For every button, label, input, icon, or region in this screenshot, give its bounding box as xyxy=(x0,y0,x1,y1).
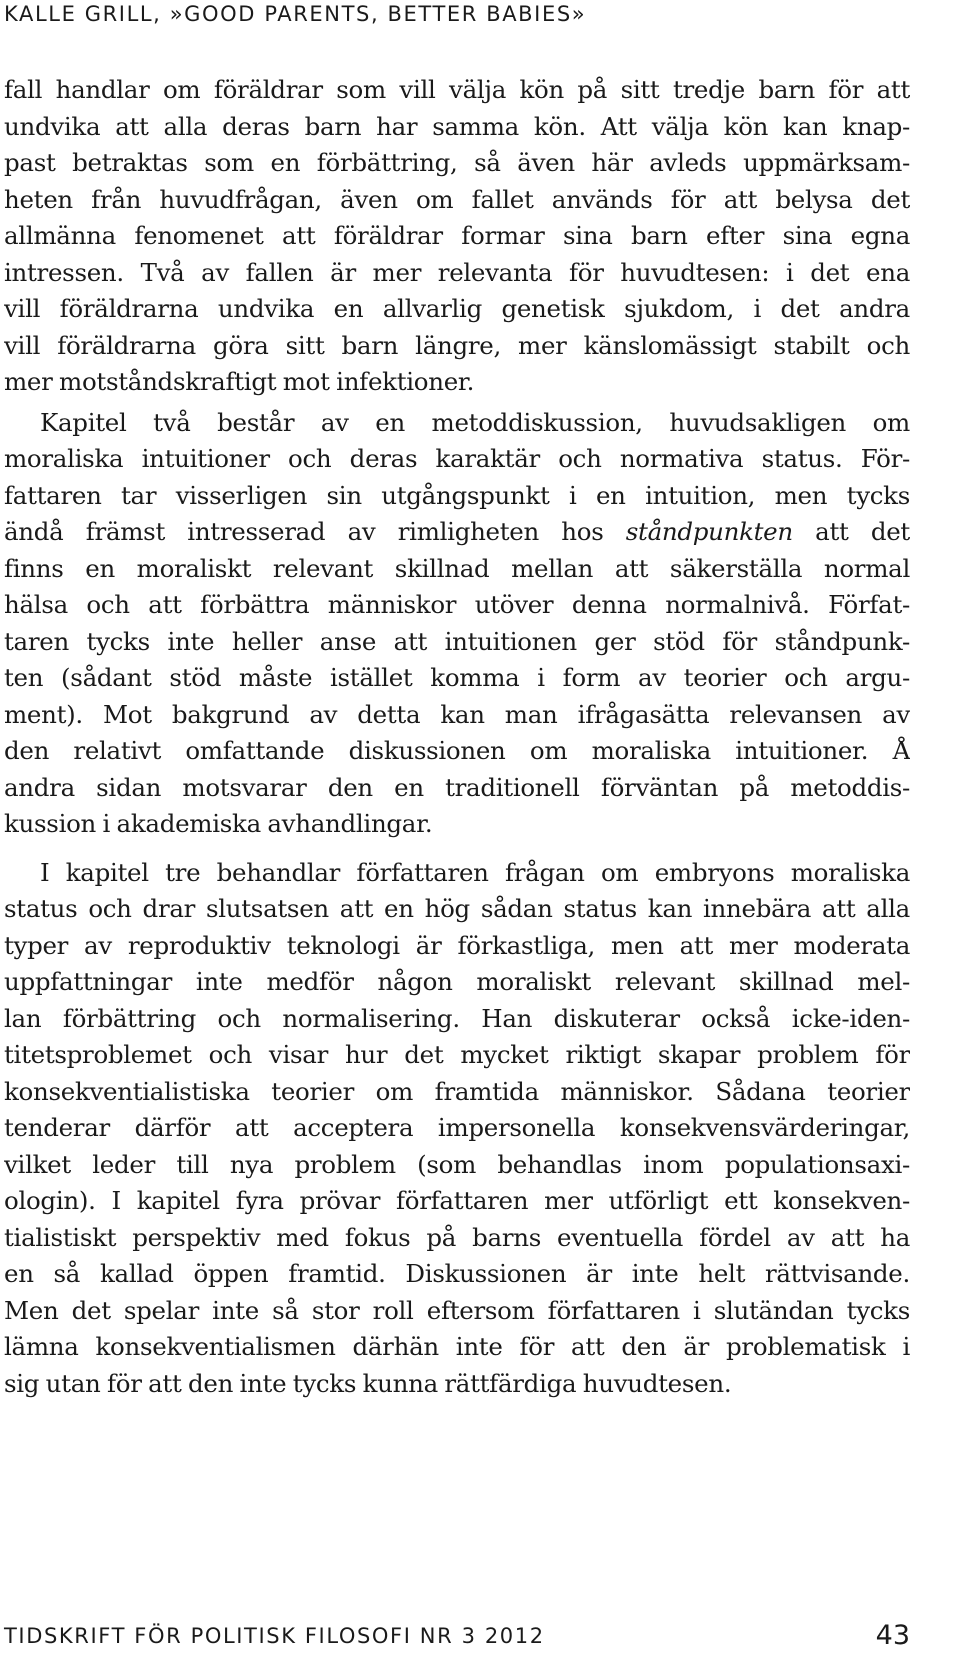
page-number: 43 xyxy=(875,1620,910,1651)
text-line: lan förbättring och normalisering. Han diskuterar också icke-iden- xyxy=(4,1003,910,1033)
running-head: KALLE GRILL, »GOOD PARENTS, BETTER BABIES» xyxy=(4,2,587,26)
text-segment: att det xyxy=(792,517,910,546)
text-line: taren tycks inte heller anse att intuitionen ger stöd för ståndpunk- xyxy=(4,626,910,656)
text-line: moraliska intuitioner och deras karaktär och normativa status. För- xyxy=(4,444,910,473)
text-line: undvika att alla deras barn har samma kön. Att välja kön kan knap- xyxy=(4,111,910,141)
text-line: ment). Mot bakgrund av detta kan man ifrågasätta relevansen av xyxy=(4,699,910,729)
text-line: intressen. Två av fallen är mer relevanta för huvudtesen: i det ena xyxy=(4,257,910,287)
text-line: kussion i akademiska avhandlingar. xyxy=(4,809,433,838)
text-line: sig utan för att den inte tycks kunna rättfärdiga huvudtesen. xyxy=(4,1368,732,1398)
text-line-with-italic xyxy=(4,514,910,551)
text-line: tialistiskt perspektiv med fokus på barns eventuella fördel av att ha xyxy=(4,1222,910,1252)
text-line: status och drar slutsatsen att en hög sådan status kan innebära att alla xyxy=(4,894,910,923)
text-line: vilket leder till nya problem (som behandlas inom populationsaxi- xyxy=(4,1149,910,1179)
text-line: vill föräldrarna göra sitt barn längre, mer känslomässigt stabilt och xyxy=(4,330,910,360)
text-line: finns en moraliskt relevant skillnad mellan att säkerställa normal xyxy=(4,553,910,583)
text-line: vill föräldrarna undvika en allvarlig genetisk sjukdom, i det andra xyxy=(4,294,910,323)
text-line: past betraktas som en förbättring, så även här avleds uppmärksam- xyxy=(4,148,910,177)
text-line: tenderar därför att acceptera impersonella konsekvensvärderingar, xyxy=(4,1113,910,1142)
text-line: fall handlar om föräldrar som vill välja kön på sitt tredje barn för att xyxy=(4,75,910,104)
text-line: den relativt omfattande diskussionen om moraliska intuitioner. Å xyxy=(4,736,910,765)
text-line: en så kallad öppen framtid. Diskussionen är inte helt rättvisande. xyxy=(4,1259,910,1288)
text-line: ten (sådant stöd måste istället komma i form av teorier och argu- xyxy=(4,663,910,692)
text-line: heten från huvudfrågan, även om fallet används för att belysa det xyxy=(4,184,910,214)
page-footer xyxy=(4,1620,910,1652)
text-segment: ändå främst intresserad av rimligheten hos xyxy=(4,517,626,546)
text-line: allmänna fenomenet att föräldrar formar sina barn efter sina egna xyxy=(4,221,910,250)
text-line: I kapitel tre behandlar författaren frågan om embryons moraliska xyxy=(40,857,910,887)
text-line: fattaren tar visserligen sin utgångspunkt i en intuition, men tycks xyxy=(4,480,910,510)
text-line: titetsproblemet och visar hur det mycket riktigt skapar problem för xyxy=(4,1040,910,1069)
text-line: mer motståndskraftigt mot infektioner. xyxy=(4,367,475,396)
body-text xyxy=(4,72,910,1402)
journal-name: TIDSKRIFT FÖR POLITISK FILOSOFI NR 3 2012 xyxy=(4,1624,545,1648)
text-line: Kapitel två består av en metoddiskussion, huvudsakligen om xyxy=(40,407,910,437)
text-line: andra sidan motsvarar den en traditionell förväntan på metoddis- xyxy=(4,772,910,802)
text-line: hälsa och att förbättra människor utöver denna normalnivå. Förfat- xyxy=(4,590,910,619)
text-line: konsekventialistiska teorier om framtida människor. Sådana teorier xyxy=(4,1076,910,1106)
italic-term: ståndpunkten xyxy=(625,517,793,546)
text-line: uppfattningar inte medför någon moraliskt relevant skillnad mel- xyxy=(4,967,910,996)
text-line: typer av reproduktiv teknologi är förkastliga, men att mer moderata xyxy=(4,930,910,960)
text-line: lämna konsekventialismen därhän inte för att den är problematisk i xyxy=(4,1332,910,1361)
text-line: ologin). I kapitel fyra prövar författaren mer utförligt ett konsekven- xyxy=(4,1186,910,1215)
text-line: Men det spelar inte så stor roll eftersom författaren i slutändan tycks xyxy=(4,1295,910,1325)
